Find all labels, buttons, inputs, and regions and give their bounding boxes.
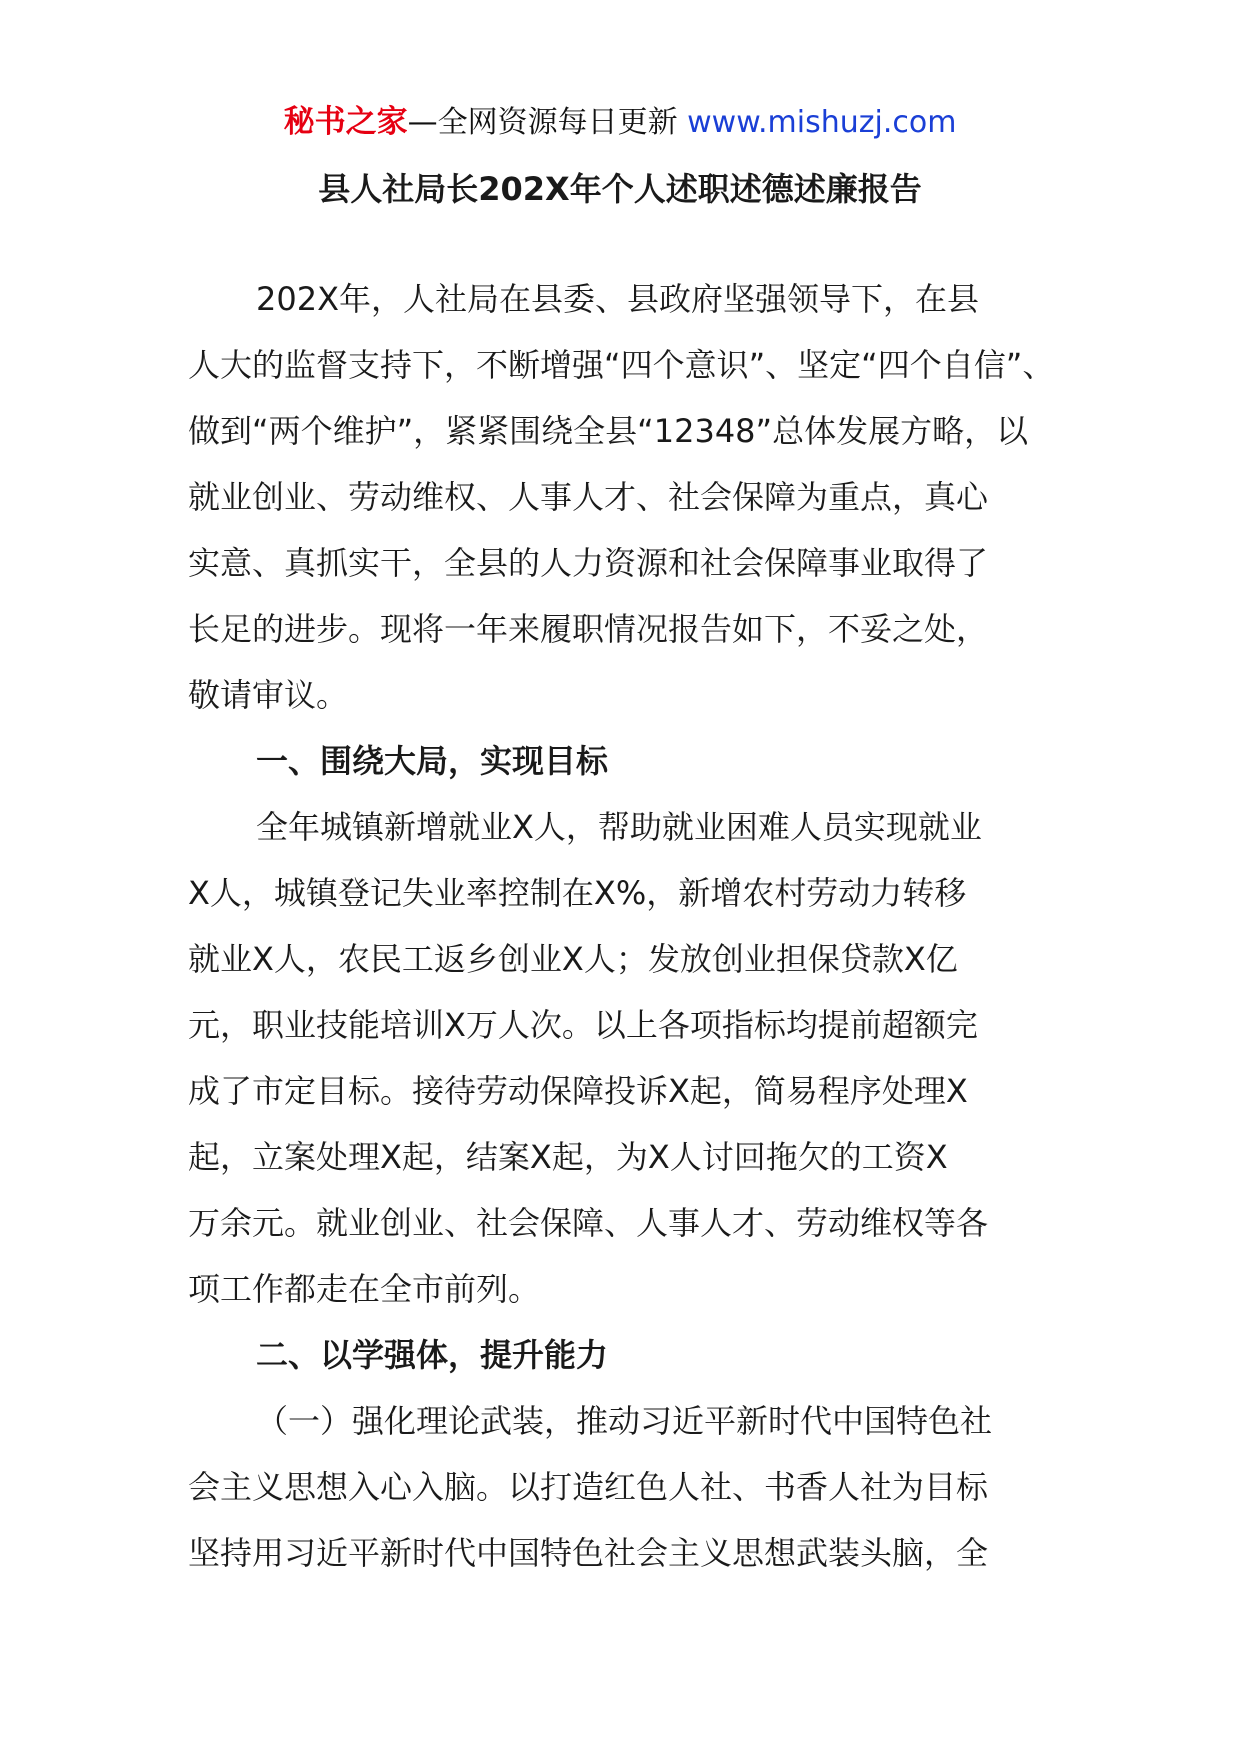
- paragraph-line: 就业X人，农民工返乡创业X人；发放创业担保贷款X亿: [188, 940, 958, 978]
- paragraph-line: 坚持用习近平新时代中国特色社会主义思想武装头脑，全: [188, 1534, 989, 1572]
- document-body: [188, 272, 1058, 1592]
- section-heading: 二、以学强体，提升能力: [256, 1336, 609, 1374]
- paragraph-line: （一）强化理论武装，推动习近平新时代中国特色社: [256, 1402, 993, 1440]
- paragraph-line: 成了市定目标。接待劳动保障投诉X起，简易程序处理X: [188, 1072, 968, 1110]
- paragraph-line: 人大的监督支持下，不断增强“四个意识”、坚定“四个自信”、: [188, 346, 1055, 384]
- section-heading: 一、围绕大局，实现目标: [256, 742, 609, 780]
- watermark-header: [0, 100, 1240, 145]
- paragraph-line: 全年城镇新增就业X人，帮助就业困难人员实现就业: [256, 808, 982, 846]
- paragraph-line: 元，职业技能培训X万人次。以上各项指标均提前超额完: [188, 1006, 978, 1044]
- paragraph-line: 做到“两个维护”，紧紧围绕全县“12348”总体发展方略，以: [188, 412, 1029, 450]
- paragraph-line: 起，立案处理X起，结案X起，为X人讨回拖欠的工资X: [188, 1138, 948, 1176]
- brand-tagline: —全网资源每日更新: [407, 105, 678, 140]
- site-url-link[interactable]: www.mishuzj.com: [687, 105, 957, 140]
- paragraph-line: 就业创业、劳动维权、人事人才、社会保障为重点，真心: [188, 478, 989, 516]
- paragraph-line: 敬请审议。: [188, 676, 349, 714]
- paragraph-line: 项工作都走在全市前列。: [188, 1270, 541, 1308]
- paragraph-line: 长足的进步。现将一年来履职情况报告如下，不妥之处，: [188, 610, 989, 648]
- document-title: 县人社局长202X年个人述职述德述廉报告: [318, 170, 922, 208]
- paragraph-line: 万余元。就业创业、社会保障、人事人才、劳动维权等各: [188, 1204, 989, 1242]
- paragraph-line: 202X年，人社局在县委、县政府坚强领导下，在县: [256, 280, 980, 318]
- brand-name: 秘书之家: [283, 104, 408, 140]
- paragraph-line: X人，城镇登记失业率控制在X%，新增农村劳动力转移: [188, 874, 967, 912]
- paragraph-line: 会主义思想入心入脑。以打造红色人社、书香人社为目标: [188, 1468, 989, 1506]
- paragraph-line: 实意、真抓实干，全县的人力资源和社会保障事业取得了: [188, 544, 989, 582]
